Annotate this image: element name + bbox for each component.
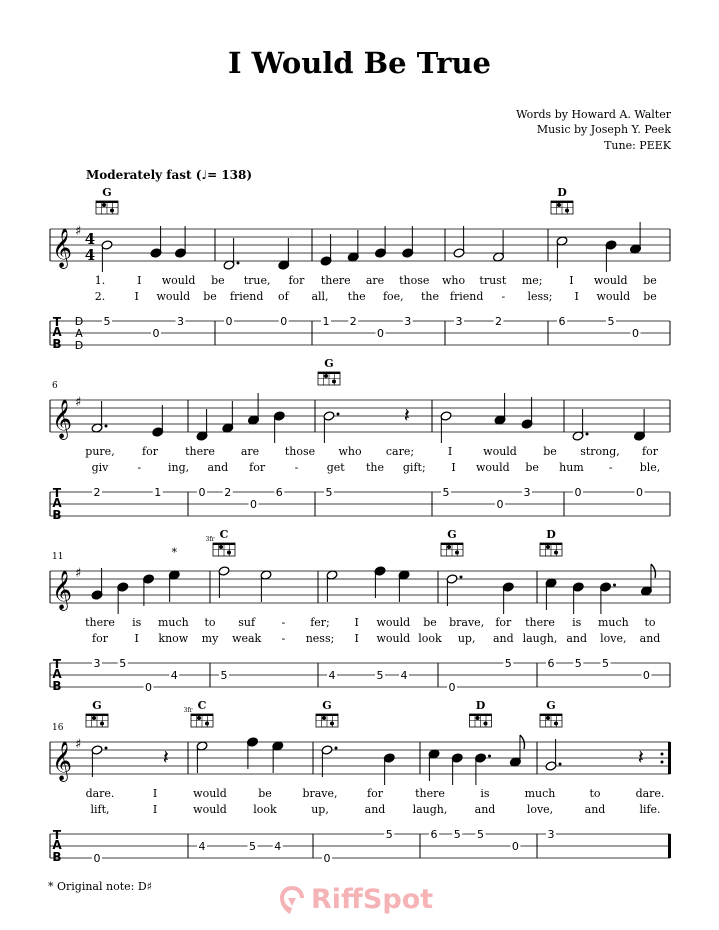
lyric-syllable: weak: [232, 632, 262, 645]
lyric-syllable: giv: [91, 461, 109, 474]
chord-name: G: [322, 699, 332, 712]
lyric-syllable: less;: [527, 290, 553, 303]
lyric-syllable: 1.: [94, 274, 106, 287]
lyric-syllable: for: [495, 616, 512, 629]
lyric-syllable: I: [152, 803, 158, 816]
tab-fret-number: 6: [547, 657, 555, 670]
tab-fret-number: 0: [496, 498, 504, 511]
tab-fret-number: 3: [547, 828, 555, 841]
lyric-syllable: look: [253, 803, 277, 816]
lyric-syllable: love,: [600, 632, 627, 645]
dot: [613, 584, 616, 587]
tab-fret-number: 2: [495, 315, 502, 328]
lyric-syllable: would: [156, 290, 191, 303]
dot: [105, 747, 108, 750]
repeat-dot: [661, 753, 664, 756]
tab-fret-number: 0: [323, 852, 331, 865]
tab-label-b: B: [52, 850, 62, 864]
tab-fret-number: 3: [523, 486, 531, 499]
tab-fret-number: 0: [632, 327, 639, 340]
dot: [488, 755, 491, 758]
lyric-syllable: foe,: [382, 290, 404, 303]
tab-fret-number: 4: [328, 669, 336, 682]
tab-fret-number: 0: [93, 852, 101, 865]
sharp-key-signature: ♯: [75, 395, 82, 410]
lyric-syllable: the: [420, 290, 440, 303]
lyric-syllable: and: [584, 803, 606, 816]
sharp-key-signature: ♯: [75, 224, 82, 239]
lyric-syllable: who: [338, 445, 362, 458]
lyric-syllable: life.: [639, 803, 661, 816]
chord-name: C: [197, 699, 207, 712]
lyric-syllable: would: [596, 290, 631, 303]
lyric-syllable: be: [643, 274, 657, 287]
chord-dot: [546, 545, 550, 549]
dot: [105, 425, 108, 428]
tab-string-name: A: [75, 327, 83, 340]
tab-fret-number: 5: [325, 486, 333, 499]
tab-fret-number: 6: [558, 315, 566, 328]
tab-label-a: A: [52, 667, 62, 681]
lyric-syllable: laugh,: [522, 632, 558, 645]
tab-fret-number: 0: [145, 681, 152, 694]
lyric-syllable: to: [204, 616, 216, 629]
tab-label-a: A: [52, 838, 62, 852]
lyric-syllable: I: [451, 461, 456, 474]
lyric-syllable: me;: [521, 274, 543, 287]
chord-dot: [332, 380, 336, 384]
dot: [586, 433, 589, 436]
tab-fret-number: 0: [642, 669, 650, 682]
lyric-syllable: be: [423, 616, 437, 629]
lyric-syllable: would: [193, 787, 227, 800]
tab-label-t: T: [52, 828, 62, 842]
chord-dot: [197, 716, 201, 720]
lyric-syllable: suf: [238, 616, 256, 629]
lyric-syllable: there: [185, 445, 215, 458]
lyric-syllable: would: [193, 803, 227, 816]
tab-fret-number: 3: [177, 315, 184, 328]
tab-string-name: D: [74, 339, 84, 352]
tab-fret-number: 3: [93, 657, 101, 670]
lyric-syllable: love,: [526, 803, 554, 816]
lyric-syllable: would: [483, 445, 517, 458]
treble-clef-icon: 𝄞: [51, 570, 73, 610]
lyric-syllable: for: [92, 632, 108, 645]
lyric-syllable: is: [572, 616, 582, 629]
lyric-syllable: would: [593, 274, 628, 287]
lyric-syllable: is: [132, 616, 142, 629]
riffspot-logo-icon: [276, 884, 308, 920]
lyric-syllable: I: [354, 616, 359, 629]
lyric-syllable: laugh,: [412, 803, 448, 816]
tab-fret-number: 5: [442, 486, 450, 499]
tab-fret-number: 5: [602, 657, 609, 670]
chord-dot: [447, 545, 451, 549]
lyric-syllable: I: [447, 445, 453, 458]
chord-name: D: [475, 699, 486, 712]
tab-label-b: B: [52, 337, 62, 351]
lyric-syllable: for: [249, 461, 266, 474]
tab-label-b: B: [52, 679, 62, 693]
lyric-syllable: those: [399, 274, 430, 287]
tab-fret-number: 4: [400, 669, 408, 682]
tab-fret-number: 4: [274, 840, 282, 853]
chord-name: C: [219, 528, 229, 541]
lyric-syllable: would: [476, 461, 510, 474]
chord-dot: [205, 722, 209, 726]
lyric-syllable: and: [492, 632, 514, 645]
credit-tune: Tune: PEEK: [604, 139, 671, 152]
lyric-syllable: fer;: [310, 616, 330, 629]
dot: [237, 262, 240, 265]
lyric-syllable: gift;: [402, 461, 426, 474]
tempo-text: Moderately fast: [86, 168, 192, 182]
lyric-syllable: hum: [559, 461, 584, 474]
tab-fret-number: 2: [224, 486, 232, 499]
lyric-syllable: and: [364, 803, 386, 816]
lyric-syllable: -: [608, 461, 613, 474]
lyric-syllable: and: [207, 461, 229, 474]
lyric-syllable: be: [543, 445, 557, 458]
tab-fret-number: 0: [152, 327, 160, 340]
lyric-syllable: look: [418, 632, 442, 645]
lyric-syllable: there: [320, 274, 351, 287]
tempo-bpm-group: (♩= 138): [195, 168, 253, 182]
tab-fret-number: 4: [198, 840, 206, 853]
footnote: * Original note: D♯: [48, 880, 152, 893]
lyric-syllable: and: [474, 803, 496, 816]
lyric-syllable: and: [566, 632, 588, 645]
tab-fret-number: 5: [607, 315, 615, 328]
treble-clef-icon: 𝄞: [51, 399, 73, 439]
final-tab-barline: [668, 834, 671, 858]
tab-label-t: T: [52, 486, 62, 500]
chord-dot: [554, 722, 558, 726]
lyric-syllable: be: [203, 290, 217, 303]
treble-clef-icon: 𝄞: [51, 741, 73, 781]
lyric-syllable: -: [281, 632, 286, 645]
tab-fret-number: 1: [322, 315, 330, 328]
lyric-syllable: strong,: [580, 445, 620, 458]
lyric-syllable: there: [85, 616, 115, 629]
lyric-syllable: I: [569, 274, 574, 287]
lyric-syllable: there: [415, 787, 445, 800]
lyric-syllable: are: [240, 445, 260, 458]
lyric-syllable: to: [644, 616, 656, 629]
lyric-syllable: be: [643, 290, 657, 303]
tab-fret-number: 2: [93, 486, 101, 499]
tab-label-a: A: [52, 496, 62, 510]
lyric-syllable: up,: [457, 632, 476, 645]
lyric-syllable: my: [201, 632, 219, 645]
footnote-marker: *: [171, 546, 177, 559]
lyric-syllable: much: [157, 616, 189, 629]
treble-clef-icon: 𝄞: [51, 228, 73, 268]
lyric-syllable: trust: [479, 274, 507, 287]
lyric-syllable: I: [574, 290, 579, 303]
lyric-syllable: know: [158, 632, 189, 645]
lyric-syllable: -: [294, 461, 299, 474]
chord-dot: [102, 203, 106, 207]
lyric-syllable: be: [258, 787, 272, 800]
tab-fret-number: 5: [119, 657, 127, 670]
lyric-syllable: up,: [311, 803, 329, 816]
lyric-syllable: of: [277, 290, 289, 303]
tab-fret-number: 0: [636, 486, 643, 499]
chord-dot: [565, 209, 569, 213]
repeat-dot: [661, 761, 664, 764]
lyric-syllable: I: [137, 274, 142, 287]
chord-name: G: [102, 186, 112, 199]
system-1: [50, 201, 670, 345]
chord-dot: [484, 722, 488, 726]
measure-number: 11: [52, 552, 64, 562]
tab-fret-number: 2: [349, 315, 357, 328]
tab-fret-number: 5: [477, 828, 484, 841]
tab-fret-number: 0: [198, 486, 206, 499]
tab-fret-number: 3: [455, 315, 463, 328]
tab-label-t: T: [52, 657, 62, 671]
tab-fret-number: 0: [225, 315, 233, 328]
chord-dot: [546, 716, 550, 720]
lyric-syllable: much: [524, 787, 556, 800]
lyric-syllable: I: [354, 632, 359, 645]
lyric-syllable: there: [525, 616, 555, 629]
quarter-note-icon: ♩: [201, 168, 208, 182]
dot: [460, 576, 463, 579]
chord-dot: [227, 551, 231, 555]
tab-label-a: A: [52, 325, 62, 339]
lyric-syllable: friend: [449, 290, 484, 303]
tab-fret-number: 5: [376, 669, 384, 682]
lyric-syllable: care;: [385, 445, 415, 458]
sharp-key-signature: ♯: [75, 737, 82, 752]
lyric-syllable: is: [480, 787, 490, 800]
lyric-syllable: ness;: [305, 632, 335, 645]
dot: [335, 747, 338, 750]
tab-fret-number: 6: [430, 828, 438, 841]
tab-fret-number: 6: [275, 486, 283, 499]
chord-name: G: [447, 528, 457, 541]
riffspot-logo: RiffSpot: [311, 884, 434, 915]
lyric-syllable: ble,: [639, 461, 661, 474]
lyric-syllable: -: [281, 616, 286, 629]
tab-fret-number: 4: [170, 669, 178, 682]
measure-number: 16: [52, 723, 64, 733]
lyric-syllable: who: [442, 274, 466, 287]
lyric-syllable: would: [376, 632, 411, 645]
tab-label-t: T: [52, 315, 62, 329]
tab-fret-number: 3: [404, 315, 412, 328]
lyric-syllable: dare.: [635, 787, 665, 800]
lyric-syllable: all,: [311, 290, 329, 303]
lyric-syllable: -: [501, 290, 506, 303]
tab-string-name: D: [74, 315, 84, 328]
tab-fret-number: 0: [574, 486, 582, 499]
song-title: I Would Be True: [227, 46, 492, 80]
chord-name: D: [557, 186, 567, 199]
lyric-syllable: dare.: [85, 787, 115, 800]
chord-dot: [100, 722, 104, 726]
chord-dot: [219, 545, 223, 549]
chord-fret-label: 3fr: [183, 707, 193, 714]
tab-fret-number: 0: [377, 327, 384, 340]
dot: [559, 763, 562, 766]
quarter-rest-icon: 𝄽: [403, 403, 410, 427]
tab-fret-number: 5: [385, 828, 393, 841]
lyric-syllable: to: [589, 787, 601, 800]
chord-dot: [322, 716, 326, 720]
credit-words: Words by Howard A. Walter: [516, 108, 671, 121]
lyric-syllable: I: [152, 787, 158, 800]
tempo-bpm: = 138: [207, 168, 247, 182]
lyric-syllable: ing,: [168, 461, 190, 474]
measure-number: 6: [52, 381, 58, 391]
lyric-syllable: brave,: [302, 787, 338, 800]
tab-fret-number: 0: [280, 315, 288, 328]
tab-fret-number: 5: [574, 657, 582, 670]
lyric-syllable: and: [639, 632, 661, 645]
system-4: [50, 714, 671, 864]
lyric-syllable: for: [288, 274, 305, 287]
lyric-syllable: for: [142, 445, 158, 458]
tab-fret-number: 0: [511, 840, 519, 853]
lyric-syllable: be: [525, 461, 539, 474]
lyric-syllable: those: [284, 445, 316, 458]
time-signature-bottom: 4: [84, 246, 96, 264]
quarter-rest-icon: 𝄽: [637, 745, 644, 769]
lyric-syllable: the: [347, 290, 366, 303]
quarter-rest-icon: 𝄽: [162, 745, 169, 769]
tab-fret-number: 5: [504, 657, 512, 670]
lyric-syllable: true,: [243, 274, 271, 287]
chord-name: D: [546, 528, 556, 541]
chord-name: G: [92, 699, 102, 712]
lyric-syllable: I: [134, 290, 139, 303]
lyric-syllable: get: [326, 461, 345, 474]
tab-fret-number: 1: [154, 486, 162, 499]
lyric-syllable: -: [137, 461, 142, 474]
tab-fret-number: 0: [250, 498, 257, 511]
lyric-syllable: much: [597, 616, 629, 629]
tab-fret-number: 0: [448, 681, 456, 694]
chord-fret-label: 3fr: [205, 536, 215, 543]
chord-name: G: [324, 357, 334, 370]
lyric-syllable: lift,: [90, 803, 110, 816]
chord-dot: [455, 551, 459, 555]
chord-dot: [110, 209, 114, 213]
lyric-syllable: I: [134, 632, 139, 645]
tab-label-b: B: [52, 508, 62, 522]
lyric-syllable: the: [365, 461, 385, 474]
chord-name: G: [546, 699, 556, 712]
tab-fret-number: 5: [453, 828, 461, 841]
tab-fret-number: 5: [103, 315, 111, 328]
lyric-syllable: pure,: [85, 445, 115, 458]
dot: [337, 413, 340, 416]
lyric-syllable: 2.: [94, 290, 106, 303]
lyric-syllable: are: [365, 274, 385, 287]
chord-dot: [330, 722, 334, 726]
time-signature-top: 4: [84, 230, 96, 248]
chord-dot: [324, 374, 328, 378]
credit-music: Music by Joseph Y. Peek: [536, 123, 671, 136]
lyric-syllable: friend: [229, 290, 264, 303]
chord-dot: [92, 716, 96, 720]
lyric-syllable: be: [211, 274, 225, 287]
lyric-syllable: for: [642, 445, 658, 458]
lyric-syllable: would: [161, 274, 196, 287]
tab-fret-number: 5: [249, 840, 256, 853]
chord-dot: [476, 716, 480, 720]
tab-fret-number: 5: [220, 669, 228, 682]
chord-dot: [554, 551, 558, 555]
final-barline: [668, 742, 671, 774]
lyric-syllable: would: [376, 616, 411, 629]
sharp-key-signature: ♯: [75, 566, 82, 581]
lyric-syllable: brave,: [449, 616, 485, 629]
lyric-syllable: for: [367, 787, 383, 800]
chord-dot: [557, 203, 561, 207]
